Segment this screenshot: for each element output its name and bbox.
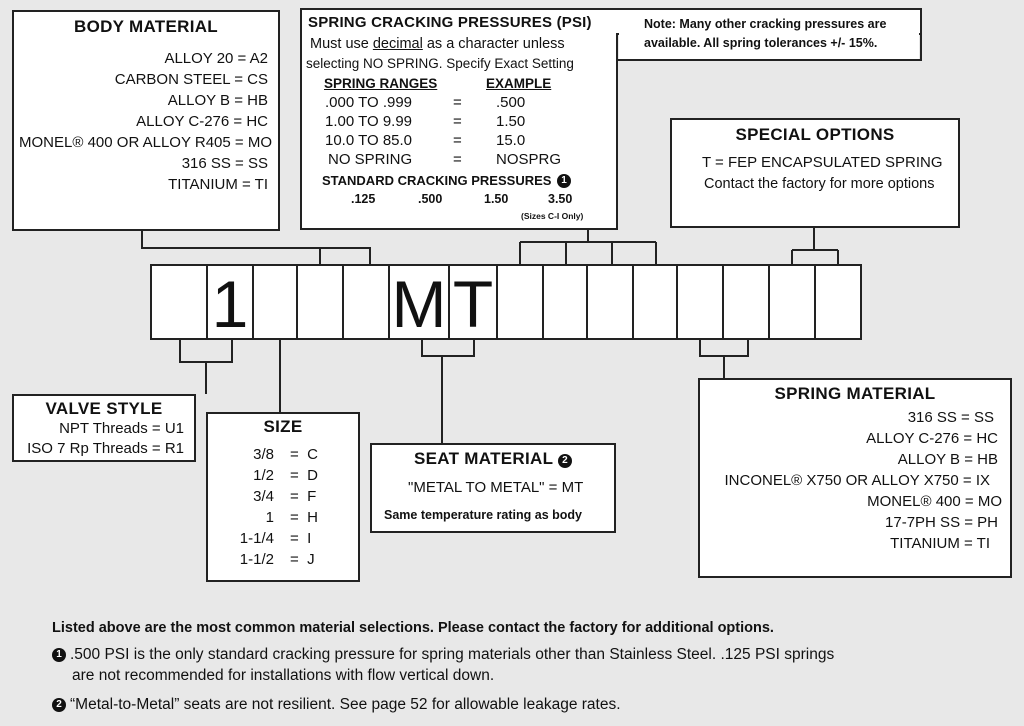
seat-material-box (370, 443, 616, 533)
standard-pressures-label: STANDARD CRACKING PRESSURES (322, 173, 552, 188)
spring-range-eq: = (453, 151, 462, 168)
spring-material-box (698, 378, 1012, 578)
seat-material-mt: "METAL TO METAL" = MT (408, 479, 584, 496)
body-material-item: ALLOY B = HB (167, 92, 268, 109)
code-cell (296, 264, 344, 340)
spring-range-eq: = (453, 113, 462, 130)
standard-pressure-value: 1.50 (484, 192, 509, 206)
spring-range-example: 1.50 (496, 113, 526, 130)
note-marker-1: 1 (557, 174, 571, 188)
special-options-contact: Contact the factory for more options (704, 176, 935, 192)
top-note-line1: Note: Many other cracking pressures are (644, 17, 887, 31)
footer-note-1-line2: are not recommended for installations with flow vertical down. (72, 667, 495, 684)
size-code-value: I (307, 530, 312, 547)
body-material-item: MONEL® 400 OR ALLOY R405 = MO (19, 134, 272, 151)
code-cell (632, 264, 678, 340)
standard-pressure-note: (Sizes C-I Only) (521, 211, 584, 221)
size-key: 1-1/2 (239, 551, 274, 568)
size-code-value: H (307, 509, 318, 526)
spring-range-eq: = (453, 132, 462, 149)
body-material-item: ALLOY C-276 = HC (136, 113, 268, 130)
size-key: 3/8 (253, 446, 274, 463)
size-code-value: F (307, 488, 317, 505)
body-material-title: BODY MATERIAL (74, 17, 218, 36)
body-material-item: 316 SS = SS (181, 155, 268, 172)
valve-style-item: ISO 7 Rp Threads = R1 (27, 440, 184, 457)
special-option-fep: T = FEP ENCAPSULATED SPRING (702, 154, 943, 171)
seat-material-label: SEAT MATERIAL (414, 449, 553, 468)
footer-note-2-line1: “Metal-to-Metal” seats are not resilient. See page 52 for allowable leakage rates. (70, 696, 621, 713)
code-cell-valve-style: 1 (206, 264, 254, 340)
code-cell (722, 264, 770, 340)
size-code-value: J (307, 551, 315, 568)
top-note-line2: available. All spring tolerances +/- 15%. (644, 36, 878, 50)
spring-range: .000 TO .999 (325, 94, 413, 111)
spring-range: NO SPRING (328, 151, 413, 168)
spring-pressures-instructions-2: selecting NO SPRING. Specify Exact Setting (306, 56, 574, 71)
spring-range-example: .500 (496, 94, 526, 111)
size-code: = F (290, 488, 317, 505)
code-cell-seat-m: M (388, 264, 450, 340)
special-options-title: SPECIAL OPTIONS (735, 125, 895, 144)
special-options-box (670, 118, 960, 228)
spring-material-item: TITANIUM = TI (890, 535, 990, 552)
size-key: 1 (265, 509, 274, 526)
footer-note-1-line1: .500 PSI is the only standard cracking pressure for spring materials other than Stainless Steel. .125 PSI springs (70, 646, 835, 663)
body-material-item: TITANIUM = TI (168, 176, 268, 193)
size-key: 1/2 (253, 467, 274, 484)
standard-pressure-value: 3.50 (548, 192, 573, 206)
instructions-text-b: as a character unless (422, 36, 565, 52)
size-key: 1-1/4 (239, 530, 274, 547)
code-cell (768, 264, 816, 340)
spring-range-eq: = (453, 94, 462, 111)
valve-style-title: VALVE STYLE (45, 399, 163, 418)
note-marker-1: 1 (52, 648, 66, 662)
code-cell (150, 264, 208, 340)
code-cell (814, 264, 862, 340)
spring-material-item: ALLOY B = HB (897, 451, 998, 468)
code-cell (342, 264, 390, 340)
standard-pressure-value: .500 (418, 192, 443, 206)
spring-pressures-instructions-1 (310, 36, 565, 52)
code-cell (586, 264, 634, 340)
size-code: = D (290, 467, 318, 484)
valve-style-box (12, 394, 196, 462)
code-cell-seat-t: T (448, 264, 498, 340)
note-marker-2: 2 (558, 454, 572, 468)
spring-pressures-title: SPRING CRACKING PRESSURES (PSI) (308, 14, 592, 31)
footer-heading: Listed above are the most common material selections. Please contact the factory for additional options. (52, 620, 774, 636)
spring-range-example: 15.0 (496, 132, 526, 149)
size-code: = C (290, 446, 318, 463)
seat-material-note: Same temperature rating as body (384, 508, 582, 522)
size-code: = J (290, 551, 315, 568)
standard-pressures-title (322, 173, 571, 188)
size-key: 3/4 (253, 488, 274, 505)
code-cell (542, 264, 588, 340)
spring-material-item: 17-7PH SS = PH (885, 514, 998, 531)
size-title: SIZE (263, 417, 303, 436)
spring-material-item: MONEL® 400 = MO (867, 493, 1002, 510)
size-code: = I (290, 530, 312, 547)
size-code-value: C (307, 446, 318, 463)
spring-ranges-header: SPRING RANGES (324, 76, 438, 91)
body-material-item: ALLOY 20 = A2 (164, 50, 268, 67)
footer-note-1 (52, 646, 834, 664)
note-marker-2: 2 (52, 698, 66, 712)
body-material-item: CARBON STEEL = CS (114, 71, 268, 88)
standard-pressure-value: .125 (351, 192, 376, 206)
seat-material-title (372, 449, 614, 469)
size-code: = H (290, 509, 318, 526)
spring-material-item: INCONEL® X750 OR ALLOY X750 = IX (724, 472, 990, 489)
instructions-text-a: Must use (310, 36, 373, 52)
spring-material-title: SPRING MATERIAL (774, 384, 936, 403)
instructions-underlined: decimal (372, 36, 423, 52)
example-header: EXAMPLE (486, 76, 552, 91)
code-cell (496, 264, 544, 340)
footer-note-2 (52, 696, 621, 714)
spring-material-item: ALLOY C-276 = HC (866, 430, 998, 447)
spring-range-example: NOSPRG (496, 151, 562, 168)
code-cell (676, 264, 724, 340)
spring-material-item: 316 SS = SS (907, 409, 994, 426)
valve-style-item: NPT Threads = U1 (59, 420, 184, 437)
size-code-value: D (307, 467, 318, 484)
code-cell-size (252, 264, 298, 340)
spring-range: 1.00 TO 9.99 (325, 113, 413, 130)
size-box (206, 412, 360, 582)
spring-range: 10.0 TO 85.0 (325, 132, 413, 149)
